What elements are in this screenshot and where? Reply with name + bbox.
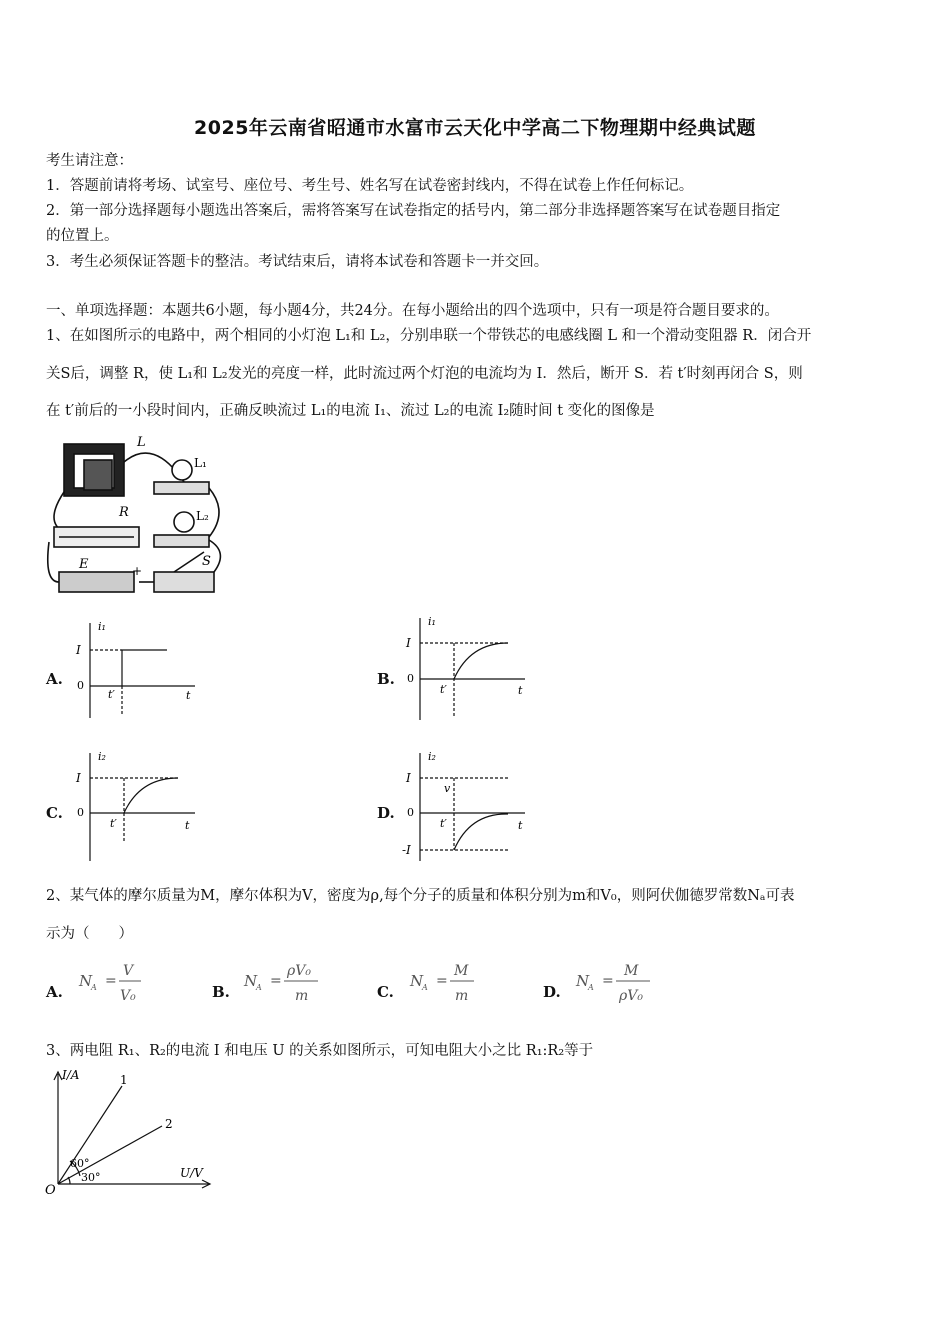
y-label: i₁ (428, 615, 436, 628)
formula-num: M (454, 963, 469, 979)
label-R: R (119, 505, 129, 520)
q2-option-d-formula (572, 955, 662, 1010)
formula-lhs: N (79, 972, 93, 990)
q2-line-2: 示为（ ） (46, 926, 133, 942)
label-L1: L₁ (194, 456, 207, 470)
line-1-label: 1 (120, 1073, 128, 1087)
zero-label: 0 (77, 679, 84, 692)
label-L2: L₂ (196, 509, 209, 523)
line-2-label: 2 (165, 1117, 173, 1131)
q1-option-b-graph (400, 613, 535, 723)
I-label: I (76, 771, 81, 785)
notice-item-1: 1．答题前请将考场、试室号、座位号、考生号、姓名写在试卷密封线内，不得在试卷上作任何标记。 (46, 178, 694, 194)
lamp-l1-base (154, 482, 209, 494)
v-label: v (444, 782, 451, 795)
label-S: S (202, 554, 211, 569)
label-plus: + (132, 564, 143, 578)
zero-label: 0 (407, 806, 414, 819)
formula-lhs: N (576, 972, 590, 990)
zero-label: 0 (77, 806, 84, 819)
formula-den: m (455, 988, 469, 1004)
svg-text:=: = (270, 973, 282, 989)
formula-num: V (123, 963, 134, 979)
q1-option-c-graph (70, 748, 200, 863)
q1-option-a-graph (70, 618, 200, 723)
q1-line-2: 关S后，调整 R，使 L₁和 L₂发光的亮度一样，此时流过两个灯泡的电流均为 I．然后，断开 S．若 t′时刻再闭合 S，则 (46, 366, 803, 382)
q2-option-c-key[interactable]: C. (377, 983, 394, 1001)
label-L: L (137, 435, 146, 450)
notice-item-2-cont: 的位置上。 (46, 228, 119, 244)
angle-60-label: 60° (70, 1157, 90, 1170)
q1-option-d-graph (400, 748, 535, 863)
formula-lhs: N (410, 972, 424, 990)
y-label: i₁ (98, 620, 106, 633)
formula-sub: A (588, 983, 594, 992)
svg-text:=: = (105, 973, 117, 989)
zero-label: 0 (407, 672, 414, 685)
q1-option-b-key[interactable]: B. (377, 670, 395, 688)
notice-item-3: 3．考生必须保证答题卡的整洁。考试结束后，请将本试卷和答题卡一并交回。 (46, 254, 549, 270)
formula-sub: A (256, 983, 262, 992)
origin-label: O (45, 1183, 56, 1198)
tprime-label: t′ (108, 688, 115, 701)
line-2 (58, 1126, 162, 1184)
q2-option-b-formula (240, 955, 330, 1010)
formula-den: V₀ (120, 988, 136, 1004)
lamp-l2-base (154, 535, 209, 547)
formula-den: ρV₀ (619, 988, 643, 1004)
q1-line-3: 在 t′前后的一小段时间内，正确反映流过 L₁的电流 I₁、流过 L₂的电流 I₂随时间 t 变化的图像是 (46, 403, 655, 419)
y-label: I/A (62, 1068, 80, 1082)
tprime-label: t′ (440, 817, 447, 830)
svg-text:=: = (436, 973, 448, 989)
t-label: t (185, 819, 190, 832)
formula-sub: A (422, 983, 428, 992)
svg-text:=: = (602, 973, 614, 989)
current-curve (454, 643, 508, 679)
tprime-label: t′ (440, 683, 447, 696)
formula-sub: A (91, 983, 97, 992)
switch-s (154, 572, 214, 592)
notice-item-2: 2．第一部分选择题每小题选出答案后，需将答案写在试卷指定的括号内，第二部分非选择题答案写在试卷题目指定 (46, 203, 781, 219)
current-curve (454, 814, 508, 850)
angle-30-label: 30° (81, 1171, 101, 1184)
current-curve (122, 650, 167, 686)
I-label: I (406, 636, 411, 650)
t-label: t (186, 689, 191, 702)
q1-option-d-key[interactable]: D. (377, 804, 395, 822)
t-label: t (518, 819, 523, 832)
q1-line-1: 1、在如图所示的电路中，两个相同的小灯泡 L₁和 L₂，分别串联一个带铁芯的电感线圈 L 和一个滑动变阻器 R．闭合开 (46, 328, 812, 344)
t-label: t (518, 684, 523, 697)
y-label: i₂ (428, 750, 436, 763)
q1-option-a-key[interactable]: A. (46, 670, 63, 688)
q2-option-b-key[interactable]: B. (212, 983, 230, 1001)
I-label: I (406, 771, 411, 785)
q2-line-1: 2、某气体的摩尔质量为M，摩尔体积为V，密度为ρ,每个分子的质量和体积分别为m和V₀，则阿伏伽德罗常数Nₐ可表 (46, 888, 795, 904)
q2-option-a-key[interactable]: A. (46, 983, 63, 1001)
negI-label: -I (402, 843, 411, 857)
line-1 (58, 1086, 122, 1184)
y-label: i₂ (98, 750, 106, 763)
q3-text: 3、两电阻 R₁、R₂的电流 I 和电压 U 的关系如图所示，可知电阻大小之比 R₁:R₂等于 (46, 1043, 594, 1059)
formula-num: M (624, 963, 639, 979)
I-label: I (76, 643, 81, 657)
circuit-diagram (44, 432, 234, 600)
lamp-l2 (174, 512, 194, 532)
q3-iu-graph (40, 1066, 220, 1201)
section-heading: 一、单项选择题：本题共6小题，每小题4分，共24分。在每小题给出的四个选项中，只有一项是符合题目要求的。 (46, 303, 779, 319)
tprime-label: t′ (110, 817, 117, 830)
q2-option-d-key[interactable]: D. (543, 983, 561, 1001)
formula-den: m (295, 988, 309, 1004)
lamp-l1 (172, 460, 192, 480)
formula-num: ρV₀ (287, 963, 311, 979)
formula-lhs: N (244, 972, 258, 990)
q1-option-c-key[interactable]: C. (46, 804, 63, 822)
x-label: U/V (180, 1166, 203, 1180)
current-curve (124, 778, 178, 813)
notice-heading: 考生请注意： (46, 153, 133, 169)
battery (59, 572, 134, 592)
page-title: 2025年云南省昭通市水富市云天化中学高二下物理期中经典试题 (194, 117, 756, 139)
label-E: E (79, 557, 89, 572)
q2-option-c-formula (406, 955, 486, 1010)
q2-option-a-formula (75, 955, 155, 1010)
